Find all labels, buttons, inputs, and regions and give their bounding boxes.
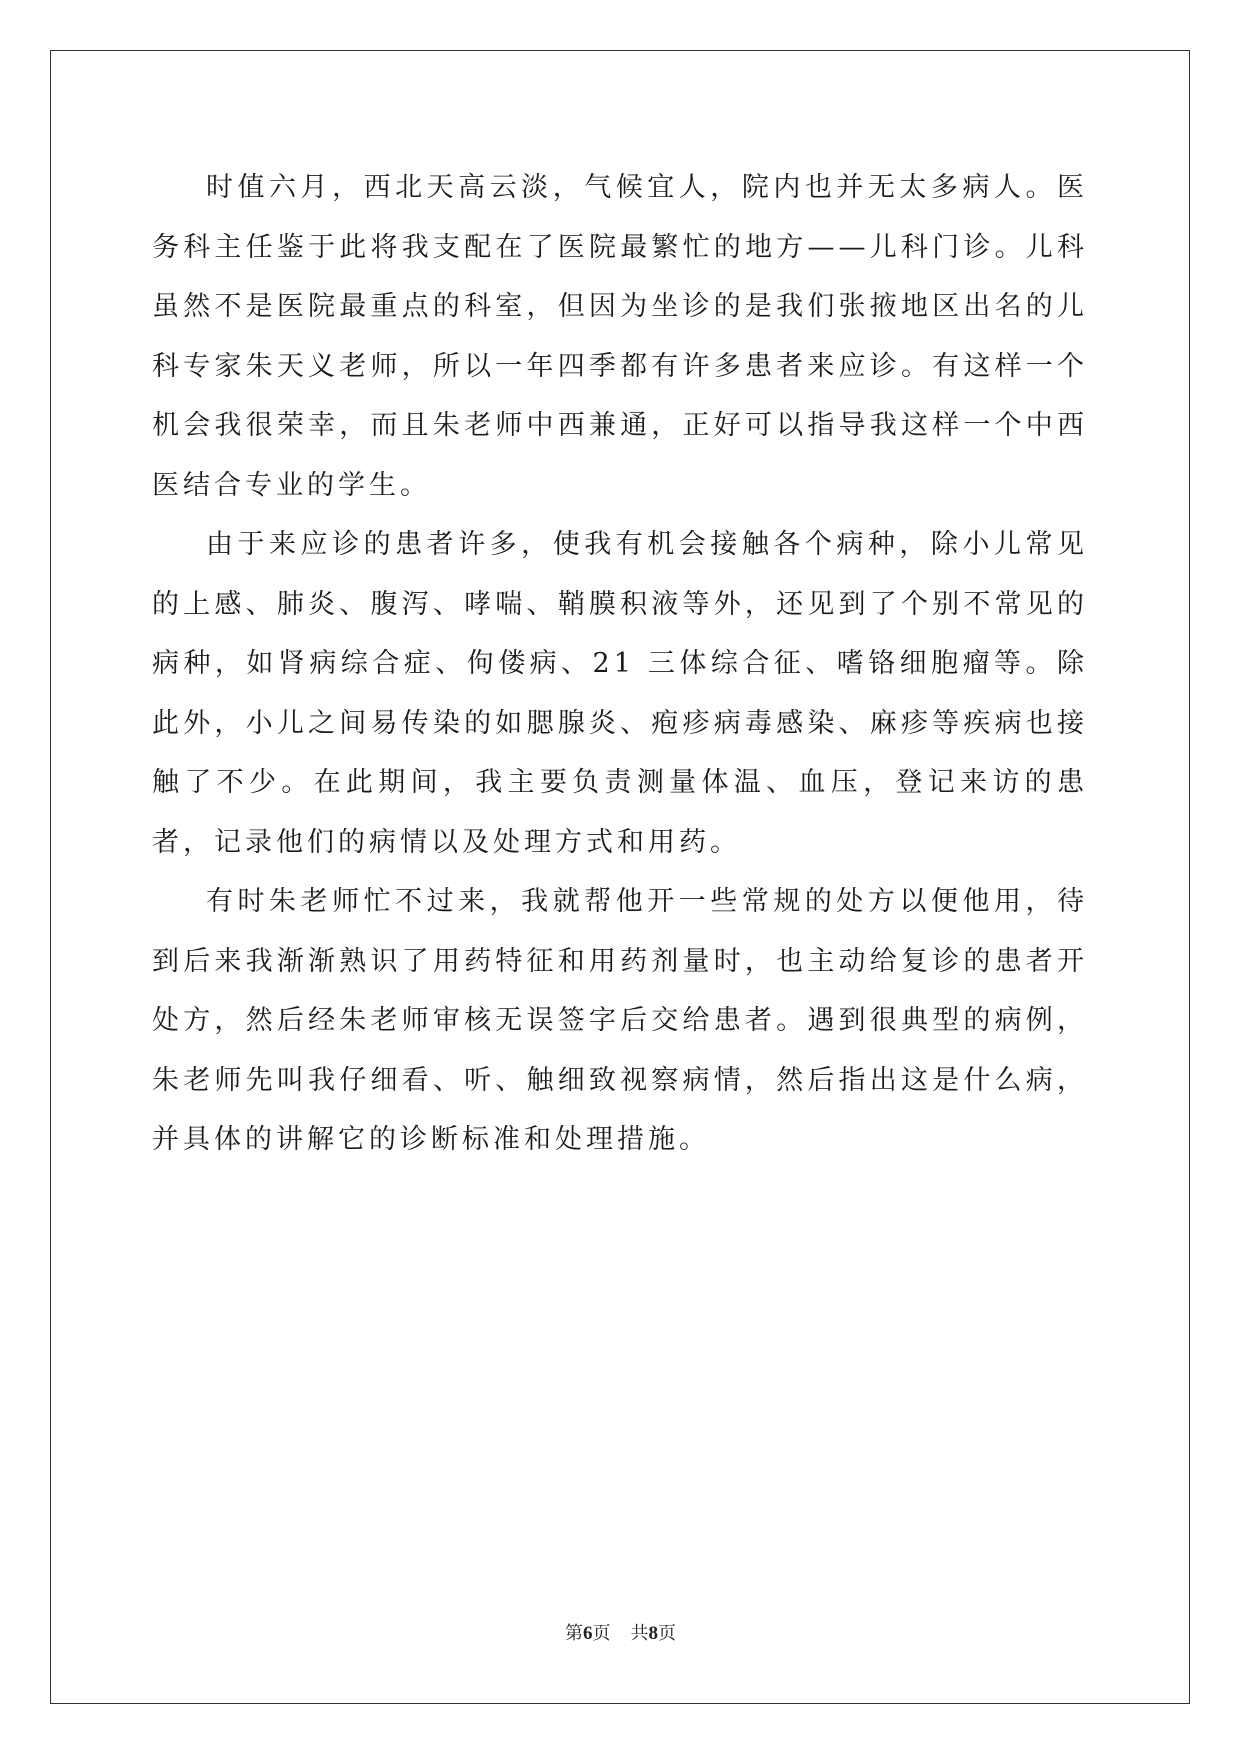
page-total-count: 8: [648, 1623, 658, 1644]
page-number-prefix: 第: [565, 1623, 583, 1644]
page-total-prefix: 共: [630, 1623, 649, 1644]
page-footer: [0, 1622, 1241, 1646]
paragraph-1: 时值六月，西北天高云淡，气候宜人，院内也并无太多病人。医务科主任鉴于此将我支配在了医院最繁忙的地方——儿科门诊。儿科虽然不是医院最重点的科室，但因为坐诊的是我们张掖地区出名的儿科专家朱天义老师，所以一年四季都有许多患者来应诊。有这样一个机会我很荣幸，而且朱老师中西兼通，正好可以指导我这样一个中西医结合专业的学生。: [152, 172, 1088, 501]
document-body: [152, 158, 1088, 1170]
paragraph-3: 有时朱老师忙不过来，我就帮他开一些常规的处方以便他用，待到后来我渐渐熟识了用药特征和用药剂量时，也主动给复诊的患者开处方，然后经朱老师审核无误签字后交给患者。遇到很典型的病例，朱老师先叫我仔细看、听、触细致视察病情，然后指出这是什么病，并具体的讲解它的诊断标准和处理措施。: [152, 886, 1088, 1155]
page-total-suffix: 页: [658, 1623, 676, 1644]
paragraph-2: 由于来应诊的患者许多，使我有机会接触各个病种，除小儿常见的上感、肺炎、腹泻、哮喘、鞘膜积液等外，还见到了个别不常见的病种，如肾病综合症、佝偻病、21 三体综合征、嗜铬细胞瘤等。除此外，小儿之间易传染的如腮腺炎、疱疹病毒感染、麻疹等疾病也接触了不少。在此期间，我主要负责测量体温、血压，登记来访的患者，记录他们的病情以及处理方式和用药。: [152, 529, 1088, 858]
page-number-suffix: 页: [592, 1623, 611, 1644]
page-number-current: 6: [583, 1623, 593, 1644]
